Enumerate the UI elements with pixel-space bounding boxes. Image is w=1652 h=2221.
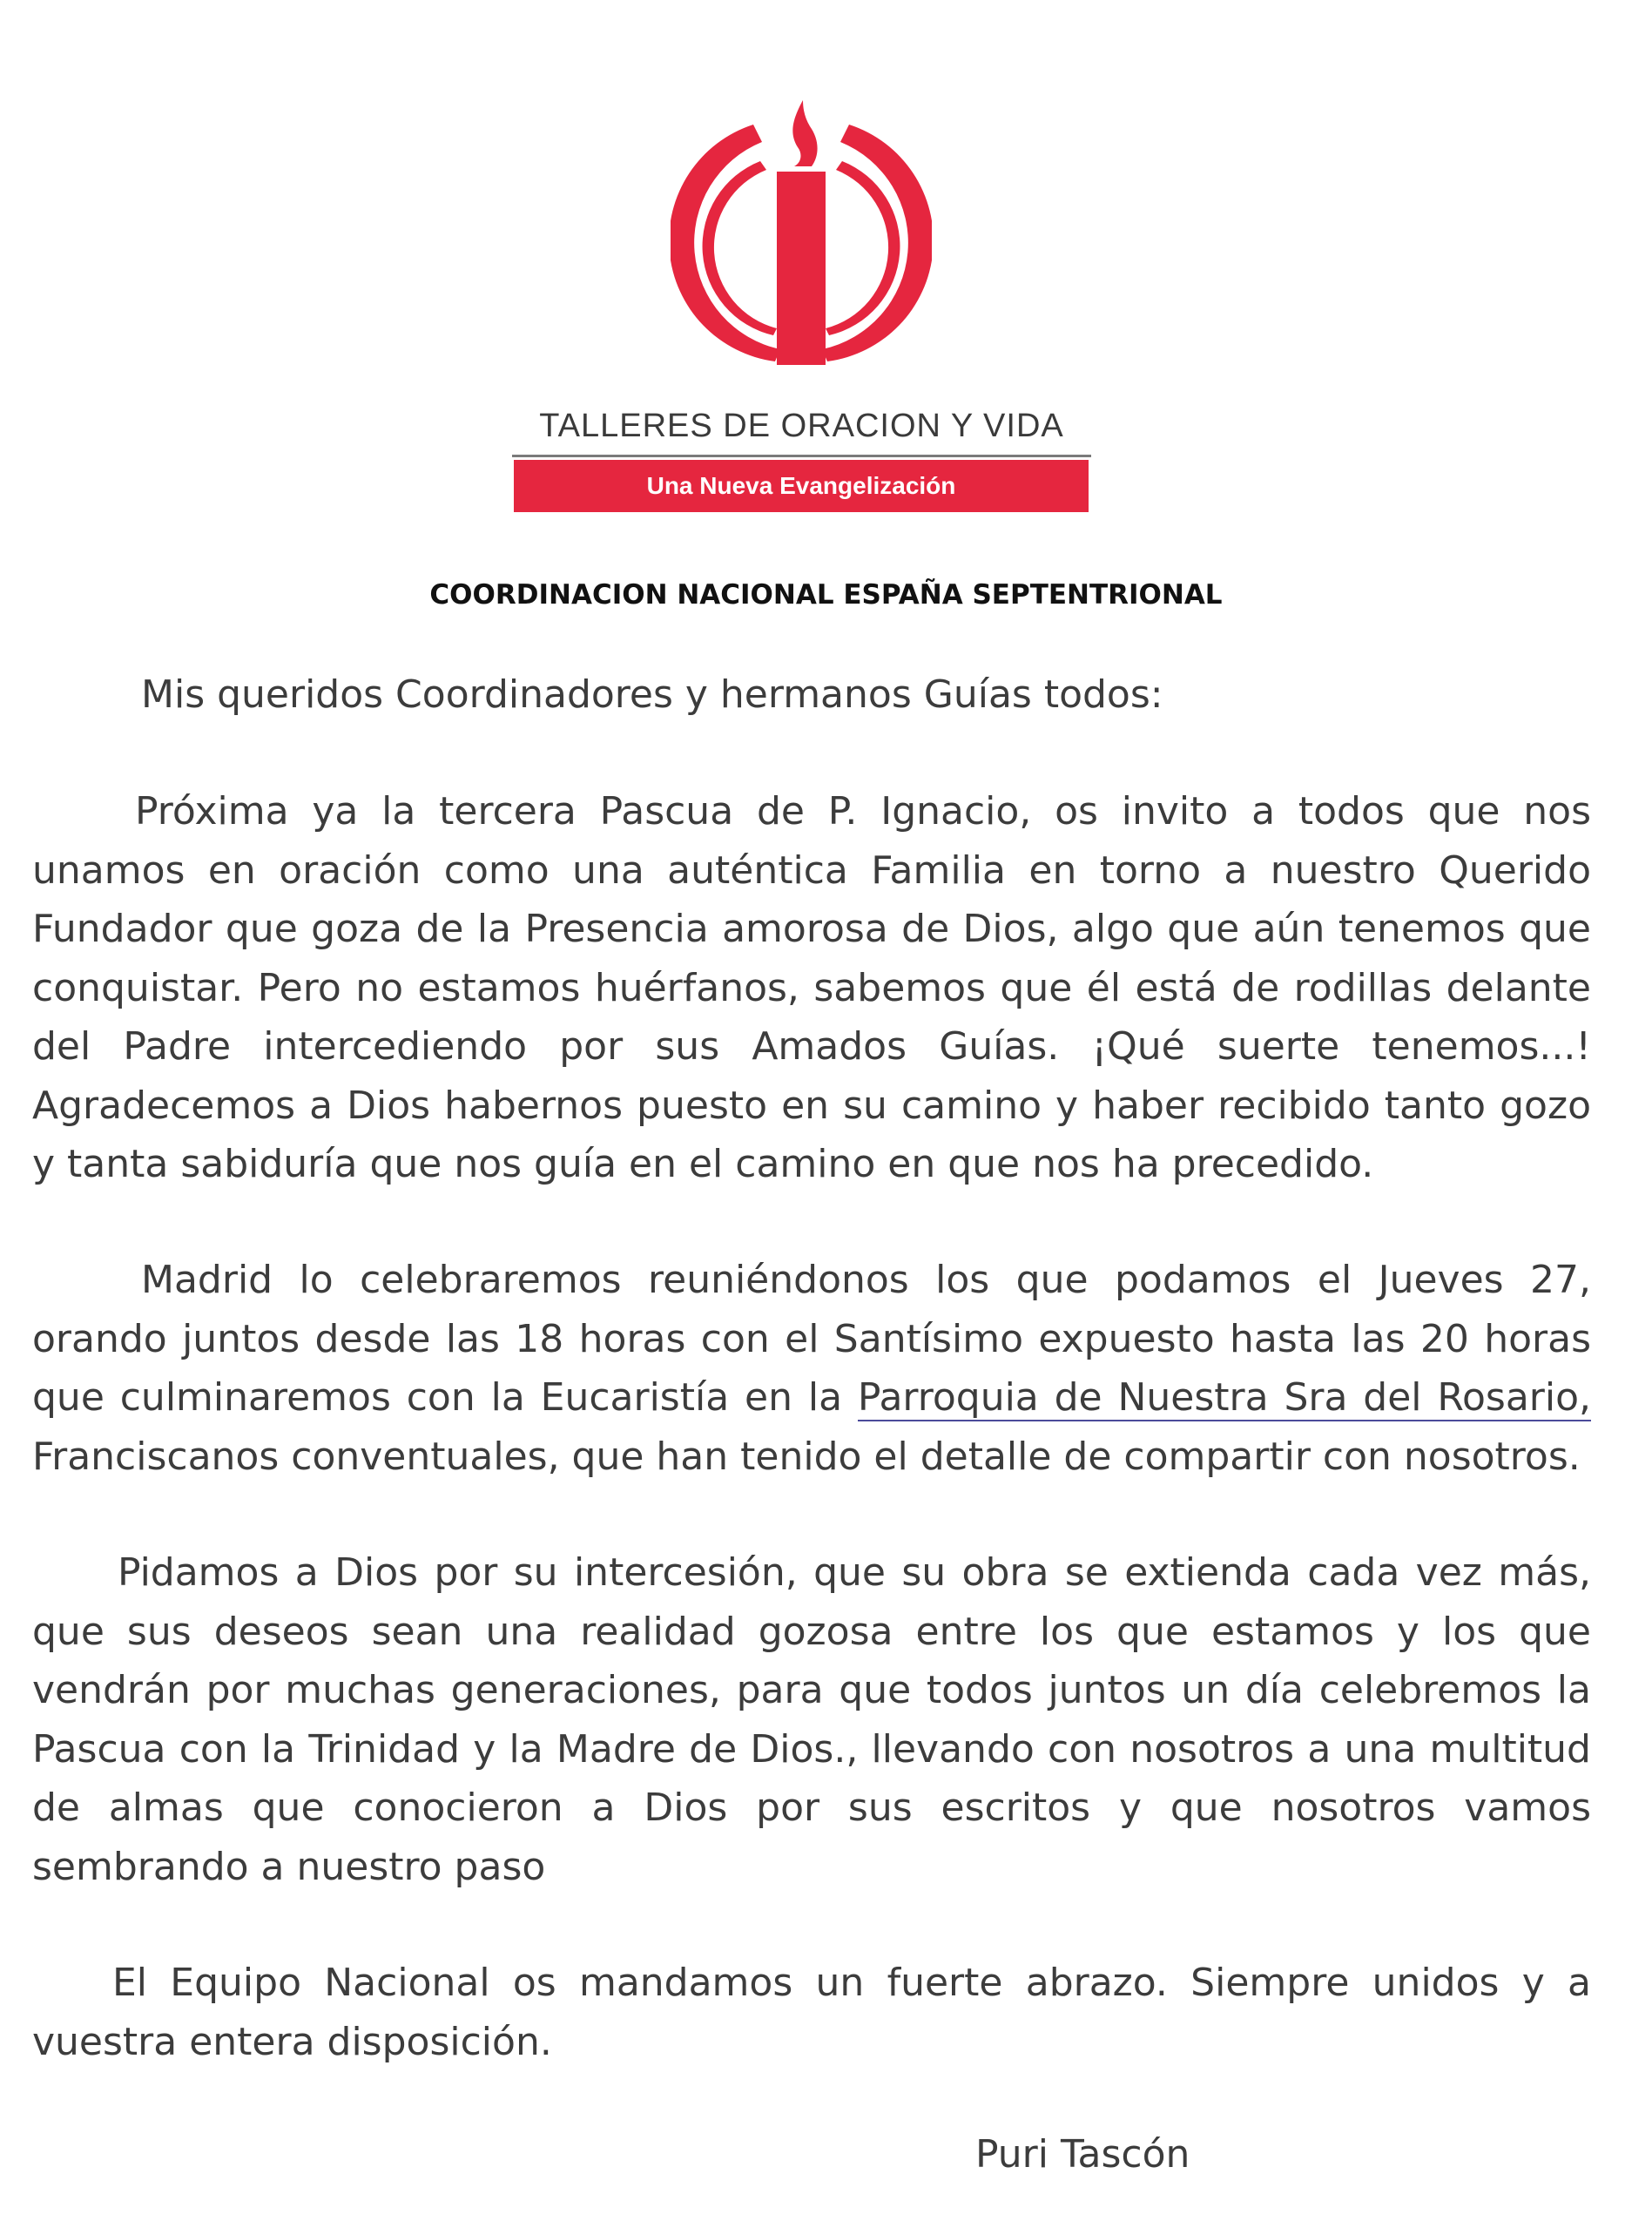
document-heading: COORDINACION NACIONAL ESPAÑA SEPTENTRIONAL: [429, 579, 1223, 611]
parish-link[interactable]: Parroquia de Nuestra Sra del Rosario,: [857, 1375, 1591, 1420]
paragraph-2-text-end: Franciscanos conventuales, que han tenido el detalle de compartir con nosotros.: [32, 1434, 1581, 1479]
paragraph-3: Pidamos a Dios por su intercesión, que su obra se extienda cada vez más, que sus deseos sean una realidad gozosa entre los que estamos y los que vendrán por muchas generaciones, para que todos juntos un día celebremos la Pascua con la Trinidad y la Madre de Dios., llevando con nosotros a una multitud de almas que conocieron a Dios por sus escritos y que nosotros vamos sembrando a nuestro paso: [32, 1550, 1591, 1889]
candle-flame-emblem-icon: [671, 100, 932, 370]
paragraph-1: Próxima ya la tercera Pascua de P. Ignacio, os invito a todos que nos unamos en oración como una auténtica Familia en torno a nuestro Querido Fundador que goza de la Presencia amorosa de Dios, algo que aún tenemos que conquistar. Pero no estamos huérfanos, sabemos que él está de rodillas delante del Padre intercediendo por sus Amados Guías. ¡Qué suerte tenemos...! Agradecemos a Dios habernos puesto en su camino y haber recibido tanto gozo y tanta sabiduría que nos guía en el camino en que nos ha precedido.: [32, 789, 1591, 1186]
organization-name: TALLERES DE ORACION Y VIDA: [512, 404, 1091, 457]
paragraph-2-text-start: Madrid lo celebraremos reuniéndonos los que podamos el Jueves 27, orando juntos desde las 18 horas con el Santísimo expuesto hasta las 20 horas que culminaremos con la Eucaristía en la: [32, 1258, 1591, 1420]
organization-logo: [671, 100, 932, 370]
salutation: Mis queridos Coordinadores y hermanos Guías todos:: [141, 672, 1163, 717]
organization-tagline: Una Nueva Evangelización: [514, 460, 1089, 512]
paragraph-2: [32, 1251, 1591, 1486]
signature: Puri Tascón: [975, 2132, 1190, 2177]
paragraph-4: El Equipo Nacional os mandamos un fuerte abrazo. Siempre unidos y a vuestra entera disposición.: [32, 1961, 1591, 2064]
